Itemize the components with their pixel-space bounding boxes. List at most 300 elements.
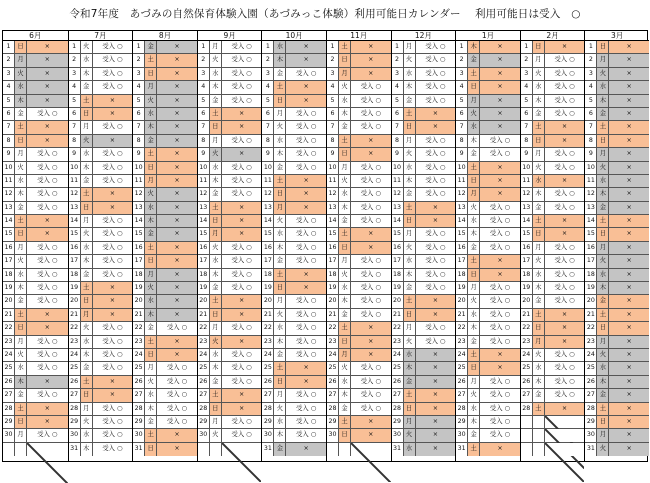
day-number: 28 <box>3 403 15 415</box>
day-row <box>521 175 585 188</box>
month-column <box>584 31 649 461</box>
availability-cell: 受入 ○ <box>545 202 585 214</box>
day-number: 4 <box>3 81 15 93</box>
day-number: 3 <box>262 68 274 80</box>
weekday-cell: 木 <box>210 175 222 187</box>
day-row <box>69 242 133 255</box>
availability-cell: 受入 ○ <box>545 389 585 401</box>
availability-cell: × <box>609 41 649 53</box>
weekday-cell: 水 <box>81 148 93 160</box>
availability-cell: 受入 ○ <box>27 108 68 120</box>
day-row <box>198 336 262 349</box>
availability-cell: × <box>480 68 520 80</box>
day-row <box>392 349 456 362</box>
availability-cell: × <box>157 336 197 348</box>
availability-cell: 受入 ○ <box>222 255 262 267</box>
day-number: 21 <box>456 309 468 321</box>
month-column <box>3 31 68 461</box>
day-row <box>456 95 520 108</box>
availability-cell: 受入 ○ <box>286 416 326 428</box>
availability-cell: 受入 ○ <box>27 282 68 294</box>
weekday-cell: 火 <box>597 255 609 267</box>
day-number: 9 <box>456 148 468 160</box>
availability-cell <box>351 443 391 456</box>
availability-cell: 受入 ○ <box>545 349 585 361</box>
weekday-cell: 金 <box>339 121 351 133</box>
weekday-cell: 木 <box>339 295 351 307</box>
weekday-cell: 火 <box>274 121 286 133</box>
availability-cell: × <box>609 295 649 307</box>
availability-cell: 受入 ○ <box>480 389 520 401</box>
day-number: 5 <box>262 95 274 107</box>
day-row <box>133 309 197 322</box>
day-row <box>521 389 585 402</box>
day-row <box>69 81 133 94</box>
availability-cell: × <box>27 68 68 80</box>
weekday-cell: 木 <box>597 188 609 200</box>
weekday-cell: 水 <box>274 228 286 240</box>
availability-cell: × <box>609 416 649 428</box>
day-number: 6 <box>262 108 274 120</box>
availability-cell: 受入 ○ <box>27 362 68 374</box>
day-row <box>133 429 197 442</box>
day-number: 24 <box>198 349 210 361</box>
day-number: 3 <box>585 68 597 80</box>
availability-cell: 受入 ○ <box>157 403 197 415</box>
day-row <box>198 108 262 121</box>
day-row <box>3 389 68 402</box>
day-row <box>3 269 68 282</box>
day-row <box>69 41 133 54</box>
day-number: 17 <box>456 255 468 267</box>
day-row <box>521 416 585 429</box>
day-number: 26 <box>133 376 145 388</box>
weekday-cell: 木 <box>145 403 157 415</box>
day-row <box>456 188 520 201</box>
availability-cell: 受入 ○ <box>351 403 391 415</box>
day-row <box>133 295 197 308</box>
availability-cell: × <box>480 41 520 53</box>
availability-cell: × <box>351 148 391 160</box>
day-number: 23 <box>198 336 210 348</box>
page-title: 令和7年度 あづみの自然保育体験入園（あづみっこ体験）利用可能日カレンダー 利用可能日は受入 ○ <box>69 8 581 20</box>
availability-cell: × <box>480 443 520 456</box>
weekday-cell: 火 <box>468 389 480 401</box>
weekday-cell: 日 <box>15 416 27 428</box>
day-row <box>585 255 649 268</box>
day-row <box>521 362 585 375</box>
day-row <box>69 403 133 416</box>
day-row <box>327 282 391 295</box>
availability-cell: × <box>157 162 197 174</box>
availability-cell: × <box>27 403 68 415</box>
availability-cell: × <box>27 135 68 147</box>
day-row <box>456 175 520 188</box>
day-row <box>69 255 133 268</box>
day-row <box>521 121 585 134</box>
availability-cell: 受入 ○ <box>480 403 520 415</box>
availability-cell: × <box>416 376 456 388</box>
day-row <box>327 228 391 241</box>
weekday-cell <box>15 443 27 456</box>
availability-cell: 受入 ○ <box>351 202 391 214</box>
day-number <box>3 443 15 456</box>
day-number: 17 <box>133 255 145 267</box>
availability-cell: × <box>545 135 585 147</box>
day-number: 2 <box>262 54 274 66</box>
weekday-cell: 水 <box>533 362 545 374</box>
availability-cell: 受入 ○ <box>27 336 68 348</box>
weekday-cell: 日 <box>468 81 480 93</box>
availability-cell: 受入 ○ <box>416 269 456 281</box>
availability-cell: × <box>609 255 649 267</box>
day-row <box>262 202 326 215</box>
month-header: 3月 <box>585 31 649 41</box>
day-row <box>585 429 649 442</box>
availability-cell: 受入 ○ <box>416 175 456 187</box>
day-number: 15 <box>585 228 597 240</box>
day-row <box>69 162 133 175</box>
availability-cell: × <box>609 429 649 441</box>
day-number: 18 <box>262 269 274 281</box>
day-row <box>262 215 326 228</box>
day-number: 25 <box>327 362 339 374</box>
availability-cell: 受入 ○ <box>286 429 326 441</box>
weekday-cell: 水 <box>404 162 416 174</box>
month-header: 6月 <box>3 31 68 41</box>
day-row <box>133 255 197 268</box>
availability-cell: 受入 ○ <box>286 336 326 348</box>
weekday-cell: 土 <box>81 282 93 294</box>
weekday-cell: 月 <box>210 228 222 240</box>
weekday-cell: 水 <box>210 255 222 267</box>
day-number: 5 <box>392 95 404 107</box>
availability-cell: 受入 ○ <box>545 362 585 374</box>
weekday-cell <box>210 443 222 456</box>
availability-cell: × <box>609 443 649 456</box>
weekday-cell: 日 <box>274 282 286 294</box>
day-number: 11 <box>327 175 339 187</box>
weekday-cell: 土 <box>597 215 609 227</box>
day-number: 10 <box>327 162 339 174</box>
day-number: 28 <box>392 403 404 415</box>
availability-cell: × <box>416 416 456 428</box>
availability-cell: 受入 ○ <box>545 376 585 388</box>
day-row <box>133 54 197 67</box>
day-row <box>133 403 197 416</box>
availability-cell: 受入 ○ <box>351 269 391 281</box>
weekday-cell: 木 <box>210 362 222 374</box>
day-row <box>392 295 456 308</box>
availability-cell: 受入 ○ <box>222 188 262 200</box>
day-number: 30 <box>69 429 81 441</box>
day-row <box>521 81 585 94</box>
day-number: 2 <box>3 54 15 66</box>
day-row <box>585 336 649 349</box>
day-row <box>585 81 649 94</box>
availability-cell: 受入 ○ <box>27 162 68 174</box>
day-number: 14 <box>198 215 210 227</box>
day-number: 19 <box>521 282 533 294</box>
weekday-cell: 土 <box>404 295 416 307</box>
day-row <box>456 336 520 349</box>
day-number: 18 <box>69 269 81 281</box>
day-row <box>585 443 649 456</box>
day-row <box>327 68 391 81</box>
day-row <box>392 162 456 175</box>
day-row <box>521 295 585 308</box>
day-number: 8 <box>585 135 597 147</box>
availability-cell: × <box>157 41 197 53</box>
availability-cell: 受入 ○ <box>351 81 391 93</box>
availability-cell: 受入 ○ <box>480 202 520 214</box>
availability-cell: × <box>480 162 520 174</box>
weekday-cell: 水 <box>145 295 157 307</box>
weekday-cell: 金 <box>597 202 609 214</box>
day-number: 7 <box>456 121 468 133</box>
availability-cell: × <box>480 175 520 187</box>
day-number: 8 <box>3 135 15 147</box>
day-row <box>327 242 391 255</box>
day-number: 26 <box>327 376 339 388</box>
weekday-cell: 火 <box>533 162 545 174</box>
availability-cell: 受入 ○ <box>545 162 585 174</box>
day-number: 26 <box>521 376 533 388</box>
month-column <box>455 31 520 461</box>
availability-cell: 受入 ○ <box>480 135 520 147</box>
availability-cell: × <box>416 295 456 307</box>
day-row <box>69 376 133 389</box>
weekday-cell: 土 <box>468 68 480 80</box>
availability-cell: 受入 ○ <box>93 54 133 66</box>
day-row <box>392 202 456 215</box>
day-row <box>198 282 262 295</box>
day-row <box>521 309 585 322</box>
availability-cell: × <box>416 349 456 361</box>
day-row <box>3 228 68 241</box>
availability-cell <box>222 443 262 456</box>
weekday-cell: 金 <box>468 148 480 160</box>
weekday-cell: 月 <box>339 68 351 80</box>
day-row <box>521 349 585 362</box>
day-number: 11 <box>3 175 15 187</box>
availability-cell: 受入 ○ <box>222 162 262 174</box>
weekday-cell: 火 <box>145 376 157 388</box>
day-number: 30 <box>327 429 339 441</box>
weekday-cell: 日 <box>597 135 609 147</box>
availability-cell: × <box>222 336 262 348</box>
weekday-cell: 火 <box>81 41 93 53</box>
day-number: 31 <box>69 443 81 456</box>
day-number: 18 <box>521 269 533 281</box>
availability-cell: 受入 ○ <box>480 282 520 294</box>
day-row <box>262 135 326 148</box>
availability-cell: × <box>27 121 68 133</box>
weekday-cell: 金 <box>145 135 157 147</box>
weekday-cell: 金 <box>81 362 93 374</box>
availability-cell: × <box>27 376 68 388</box>
availability-cell: 受入 ○ <box>93 322 133 334</box>
day-number: 13 <box>327 202 339 214</box>
availability-cell: 受入 ○ <box>286 242 326 254</box>
availability-cell: 受入 ○ <box>286 215 326 227</box>
day-row <box>392 242 456 255</box>
availability-cell: × <box>157 202 197 214</box>
availability-cell: × <box>545 121 585 133</box>
weekday-cell: 火 <box>533 255 545 267</box>
day-number: 20 <box>133 295 145 307</box>
day-number: 9 <box>3 148 15 160</box>
availability-cell: 受入 ○ <box>93 162 133 174</box>
weekday-cell: 火 <box>533 349 545 361</box>
day-number: 31 <box>262 443 274 456</box>
weekday-cell <box>533 429 545 441</box>
availability-cell: × <box>157 108 197 120</box>
availability-cell: × <box>609 322 649 334</box>
day-number: 30 <box>198 429 210 441</box>
day-number: 27 <box>392 389 404 401</box>
weekday-cell: 木 <box>81 255 93 267</box>
availability-cell: 受入 ○ <box>222 81 262 93</box>
weekday-cell: 木 <box>533 95 545 107</box>
month-header: 9月 <box>198 31 262 41</box>
availability-cell: 受入 ○ <box>286 309 326 321</box>
day-row <box>133 81 197 94</box>
weekday-cell: 土 <box>210 202 222 214</box>
day-row <box>585 162 649 175</box>
day-row <box>327 376 391 389</box>
weekday-cell: 月 <box>15 336 27 348</box>
day-number: 27 <box>3 389 15 401</box>
day-row <box>69 188 133 201</box>
day-row <box>133 362 197 375</box>
day-number: 16 <box>198 242 210 254</box>
day-row <box>198 429 262 442</box>
weekday-cell: 水 <box>145 389 157 401</box>
day-row <box>585 68 649 81</box>
weekday-cell: 水 <box>145 108 157 120</box>
weekday-cell: 土 <box>339 322 351 334</box>
day-number: 25 <box>392 362 404 374</box>
weekday-cell: 日 <box>81 202 93 214</box>
day-row <box>327 429 391 442</box>
weekday-cell: 木 <box>468 416 480 428</box>
weekday-cell: 金 <box>81 175 93 187</box>
availability-cell: × <box>416 108 456 120</box>
day-number: 24 <box>585 349 597 361</box>
day-number: 20 <box>198 295 210 307</box>
weekday-cell: 金 <box>210 376 222 388</box>
weekday-cell: 日 <box>210 403 222 415</box>
day-number: 13 <box>521 202 533 214</box>
day-row <box>262 443 326 456</box>
weekday-cell: 木 <box>404 81 416 93</box>
day-row <box>3 215 68 228</box>
availability-cell: 受入 ○ <box>93 68 133 80</box>
month-column <box>520 31 585 461</box>
weekday-cell: 火 <box>339 175 351 187</box>
availability-cell: × <box>157 135 197 147</box>
day-row <box>3 429 68 442</box>
availability-cell: × <box>93 202 133 214</box>
availability-cell: × <box>157 188 197 200</box>
weekday-cell: 火 <box>15 162 27 174</box>
day-row <box>133 282 197 295</box>
weekday-cell: 日 <box>339 148 351 160</box>
availability-cell: 受入 ○ <box>286 349 326 361</box>
day-row <box>327 81 391 94</box>
day-row <box>392 362 456 375</box>
day-number: 23 <box>456 336 468 348</box>
day-row <box>69 228 133 241</box>
day-number: 17 <box>521 255 533 267</box>
availability-cell: × <box>286 282 326 294</box>
day-number: 29 <box>585 416 597 428</box>
day-row <box>3 295 68 308</box>
day-row <box>392 135 456 148</box>
day-number: 15 <box>327 228 339 240</box>
weekday-cell: 土 <box>274 362 286 374</box>
weekday-cell: 金 <box>274 255 286 267</box>
day-row <box>585 269 649 282</box>
day-number: 22 <box>456 322 468 334</box>
day-row <box>327 322 391 335</box>
day-number: 5 <box>3 95 15 107</box>
day-number: 20 <box>69 295 81 307</box>
weekday-cell: 火 <box>15 349 27 361</box>
weekday-cell: 月 <box>339 162 351 174</box>
availability-cell: 受入 ○ <box>286 295 326 307</box>
day-row <box>133 389 197 402</box>
weekday-cell: 木 <box>404 362 416 374</box>
weekday-cell: 月 <box>597 54 609 66</box>
day-number: 1 <box>69 41 81 53</box>
weekday-cell: 水 <box>15 362 27 374</box>
weekday-cell: 木 <box>81 68 93 80</box>
day-row <box>456 349 520 362</box>
weekday-cell: 木 <box>15 95 27 107</box>
day-number: 12 <box>69 188 81 200</box>
day-number: 6 <box>198 108 210 120</box>
availability-cell: 受入 ○ <box>545 81 585 93</box>
availability-cell: × <box>545 41 585 53</box>
weekday-cell: 金 <box>145 322 157 334</box>
availability-cell: × <box>157 81 197 93</box>
availability-cell: × <box>609 389 649 401</box>
weekday-cell: 日 <box>597 41 609 53</box>
availability-cell: 受入 ○ <box>351 362 391 374</box>
availability-cell: 受入 ○ <box>93 443 133 456</box>
day-number: 19 <box>133 282 145 294</box>
day-row <box>456 389 520 402</box>
day-number: 2 <box>133 54 145 66</box>
weekday-cell: 土 <box>404 389 416 401</box>
availability-cell: 受入 ○ <box>222 376 262 388</box>
day-row <box>456 81 520 94</box>
weekday-cell: 月 <box>339 255 351 267</box>
day-number: 1 <box>392 41 404 53</box>
day-row <box>262 148 326 161</box>
day-row <box>392 188 456 201</box>
day-row <box>198 255 262 268</box>
day-number: 25 <box>69 362 81 374</box>
availability-cell: × <box>351 416 391 428</box>
day-number: 21 <box>262 309 274 321</box>
day-number: 23 <box>69 336 81 348</box>
day-number: 22 <box>392 322 404 334</box>
day-number: 15 <box>262 228 274 240</box>
availability-cell: × <box>157 175 197 187</box>
